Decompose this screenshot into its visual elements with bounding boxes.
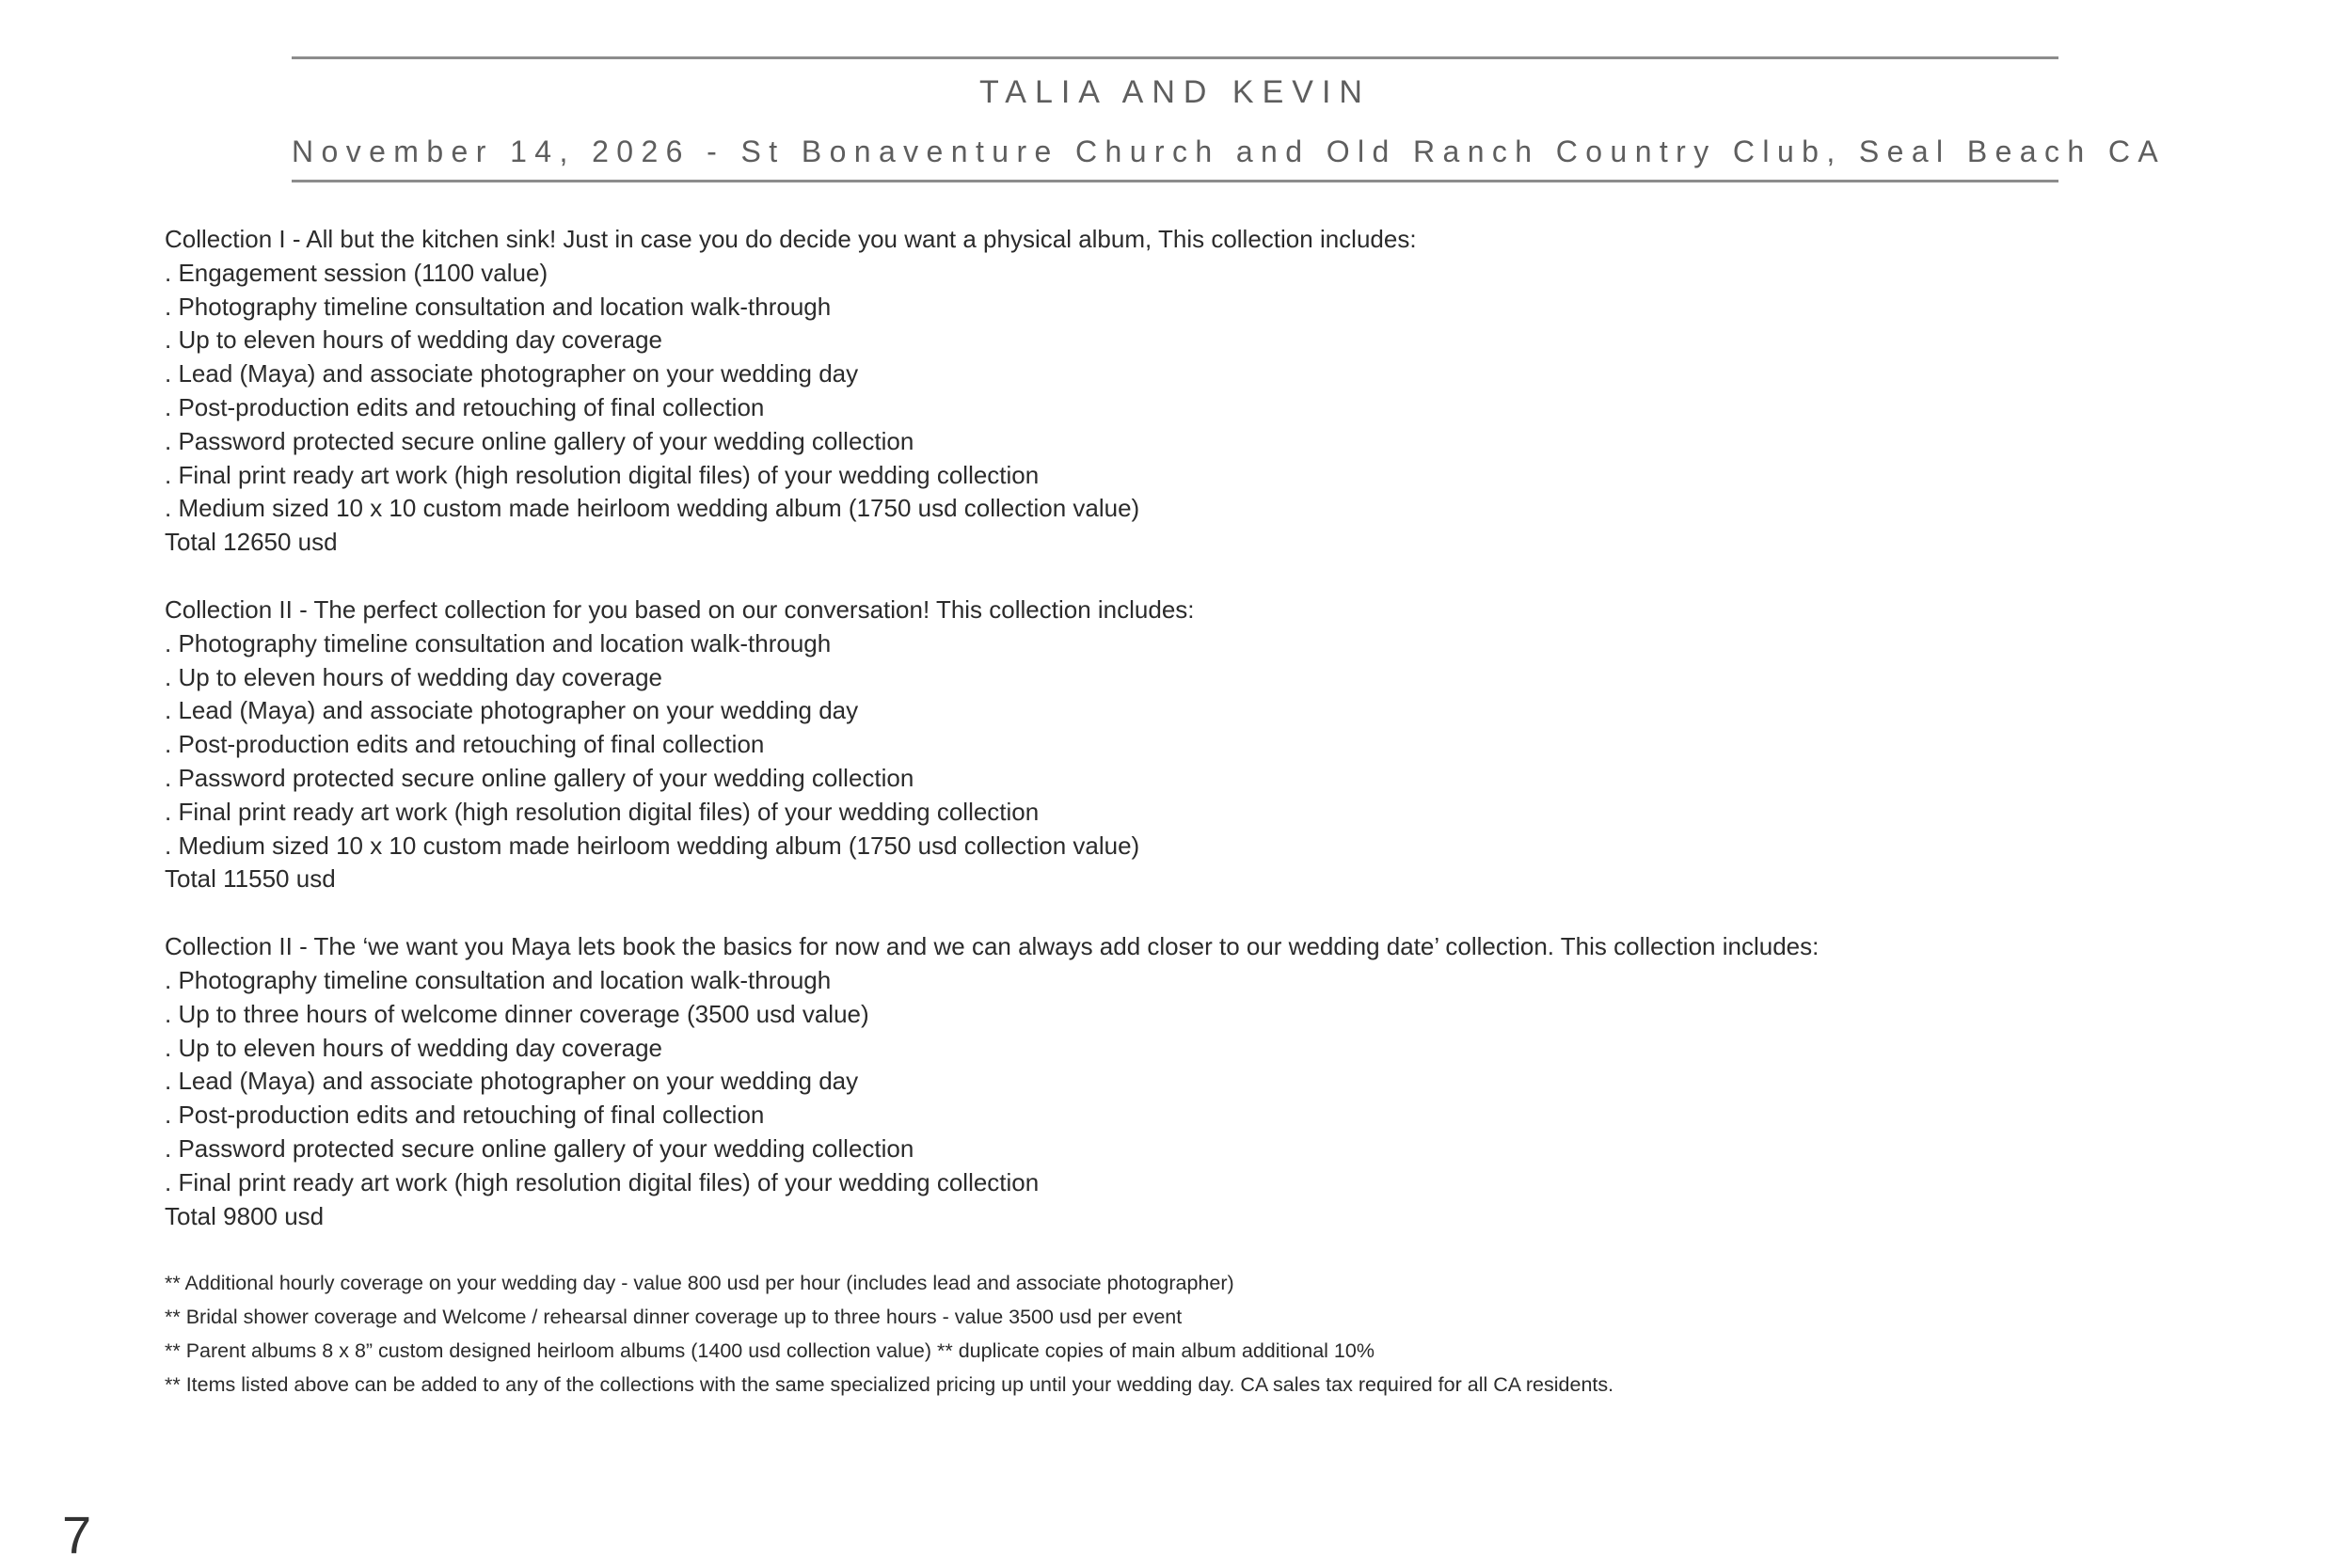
list-item: . Photography timeline consultation and location walk-through: [165, 292, 832, 321]
list-item: . Lead (Maya) and associate photographer on your wedding day: [165, 696, 859, 725]
list-item: . Password protected secure online gallery of your wedding collection: [165, 763, 914, 792]
document-body: [165, 223, 2234, 1402]
footnote: ** Items listed above can be added to any of the collections with the same specialized pricing up until your wedding day. CA sales tax required for all CA residents.: [165, 1372, 1614, 1396]
page-number: 7: [62, 1505, 92, 1564]
list-item: . Medium sized 10 x 10 custom made heirloom wedding album (1750 usd collection value): [165, 494, 1140, 523]
list-item: . Up to three hours of welcome dinner coverage (3500 usd value): [165, 999, 869, 1028]
list-item: . Post-production edits and retouching of final collection: [165, 1101, 765, 1130]
collection-1: [165, 223, 2234, 560]
collection-heading: Collection II - The perfect collection for you based on our conversation! This collection includes:: [165, 594, 1195, 624]
footnote: ** Additional hourly coverage on your wedding day - value 800 usd per hour (includes lead and associate photographer): [165, 1272, 1234, 1295]
list-item: . Photography timeline consultation and location walk-through: [165, 965, 832, 994]
list-item: . Password protected secure online gallery of your wedding collection: [165, 426, 914, 455]
footnote: ** Parent albums 8 x 8” custom designed heirloom albums (1400 usd collection value) ** duplicate copies of main album additional 10%: [165, 1338, 1375, 1362]
page-title: TALIA AND KEVIN: [979, 74, 1371, 110]
footnotes: [165, 1267, 2234, 1402]
footnote: ** Bridal shower coverage and Welcome / rehearsal dinner coverage up to three hours - value 3500 usd per event: [165, 1306, 1183, 1329]
collection-total: Total 12650 usd: [165, 528, 338, 557]
list-item: . Lead (Maya) and associate photographer on your wedding day: [165, 359, 859, 388]
header-bottom-rule: [292, 180, 2058, 182]
list-item: . Up to eleven hours of wedding day coverage: [165, 325, 663, 355]
collection-total: Total 11550 usd: [165, 864, 336, 894]
header-top-rule: [292, 56, 2058, 59]
collection-total: Total 9800 usd: [165, 1201, 325, 1230]
list-item: . Password protected secure online gallery of your wedding collection: [165, 1133, 914, 1163]
list-item: . Lead (Maya) and associate photographer on your wedding day: [165, 1067, 859, 1096]
list-item: . Engagement session (1100 value): [165, 258, 548, 287]
collection-heading: Collection I - All but the kitchen sink! Just in case you do decide you want a physical album, This collection includes:: [165, 225, 1417, 253]
list-item: . Final print ready art work (high resolution digital files) of your wedding collection: [165, 797, 1040, 826]
list-item: . Final print ready art work (high resolution digital files) of your wedding collection: [165, 1167, 1040, 1196]
list-item: . Up to eleven hours of wedding day coverage: [165, 662, 663, 691]
list-item: . Post-production edits and retouching of final collection: [165, 730, 765, 759]
collection-heading: Collection II - The ‘we want you Maya lets book the basics for now and we can always add closer to our wedding date’ collection. This collection includes:: [165, 932, 1820, 961]
page-header: [292, 56, 2167, 182]
collection-2: [165, 594, 2234, 896]
list-item: . Medium sized 10 x 10 custom made heirloom wedding album (1750 usd collection value): [165, 831, 1140, 860]
list-item: . Up to eleven hours of wedding day coverage: [165, 1033, 663, 1062]
list-item: . Final print ready art work (high resolution digital files) of your wedding collection: [165, 460, 1040, 489]
list-item: . Post-production edits and retouching of final collection: [165, 392, 765, 421]
collection-3: [165, 930, 2234, 1233]
event-details: November 14, 2026 - St Bonaventure Church and Old Ranch Country Club, Seal Beach CA: [292, 135, 2167, 168]
list-item: . Photography timeline consultation and location walk-through: [165, 628, 832, 657]
